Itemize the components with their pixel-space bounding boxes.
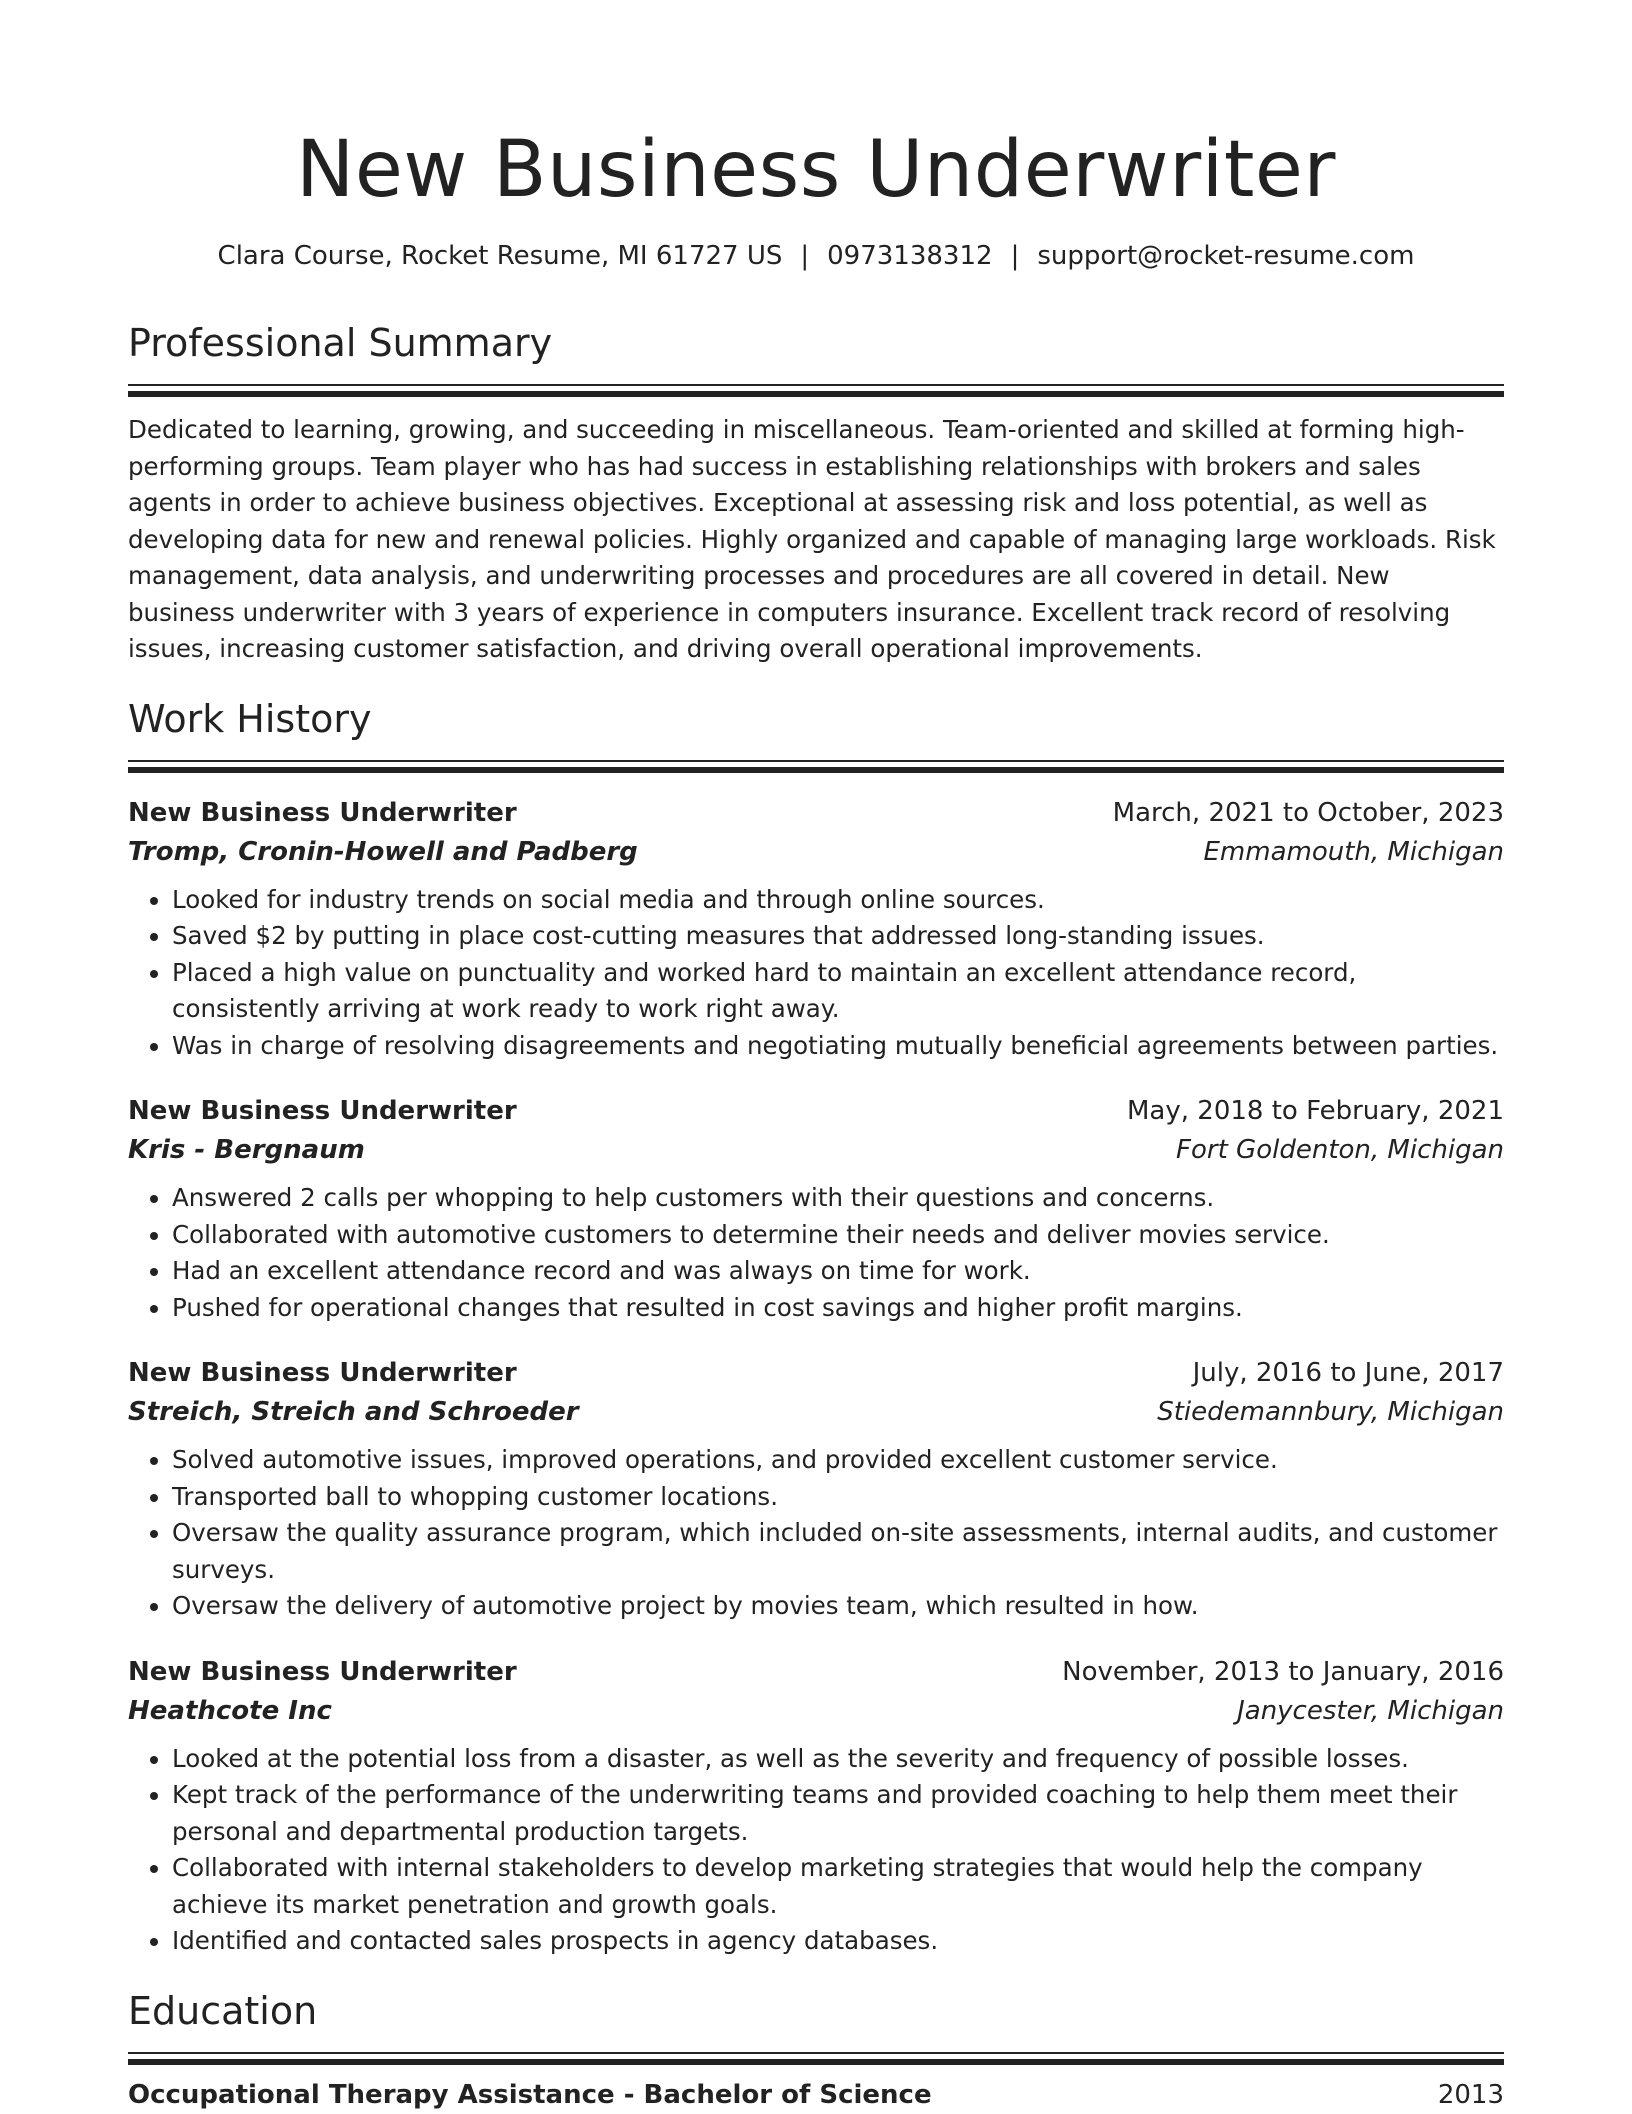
job-entry (128, 1092, 1504, 1326)
job-bullets (128, 1442, 1504, 1625)
work-history-section (128, 694, 1504, 1960)
contact-separator: | (1010, 241, 1020, 271)
job-bullet: • Transported ball to whopping customer locations. (172, 1479, 1504, 1516)
job-bullet: • Looked at the potential loss from a disaster, as well as the severity and frequency of possible losses. (172, 1741, 1504, 1778)
job-company: Kris - Bergnaum (128, 1135, 365, 1165)
contact-email: support@rocket-resume.com (1037, 241, 1415, 271)
job-company: Streich, Streich and Schroeder (128, 1397, 579, 1427)
job-entry (128, 794, 1504, 1065)
job-bullet: • Identified and contacted sales prospects in agency databases. (172, 1923, 1504, 1960)
job-company-row (128, 1130, 1504, 1170)
job-header-row (128, 794, 1504, 832)
contact-address: Clara Course, Rocket Resume, MI 61727 US (217, 241, 783, 271)
job-entry (128, 1653, 1504, 1960)
job-bullets (128, 882, 1504, 1065)
job-title: New Business Underwriter (128, 1656, 517, 1687)
job-title: New Business Underwriter (128, 1358, 517, 1388)
job-bullet: • Oversaw the delivery of automotive project by movies team, which resulted in how. (172, 1588, 1504, 1625)
resume-title: New Business Underwriter (296, 125, 1336, 215)
section-heading-summary: Professional Summary (128, 321, 553, 365)
job-dates: July, 2016 to June, 2017 (1192, 1358, 1504, 1388)
job-bullet: • Solved automotive issues, improved operations, and provided excellent customer service. (172, 1442, 1504, 1479)
contact-line (128, 238, 1504, 274)
job-entry (128, 1354, 1504, 1625)
job-dates: November, 2013 to January, 2016 (1062, 1656, 1504, 1687)
education-entry (128, 2076, 1504, 2114)
job-bullet: • Pushed for operational changes that resulted in cost savings and higher profit margins. (172, 1290, 1504, 1327)
job-bullet: • Was in charge of resolving disagreements and negotiating mutually beneficial agreements between parties. (172, 1028, 1504, 1065)
job-company: Heathcote Inc (128, 1695, 332, 1726)
job-bullets (128, 1180, 1504, 1326)
job-title: New Business Underwriter (128, 1096, 517, 1126)
job-company: Tromp, Cronin-Howell and Padberg (128, 836, 638, 867)
job-location: Fort Goldenton, Michigan (1176, 1135, 1504, 1165)
education-section (128, 1986, 1504, 2114)
professional-summary-section (128, 318, 1504, 668)
job-bullet: • Collaborated with automotive customers to determine their needs and deliver movies service. (172, 1217, 1504, 1254)
summary-text: Dedicated to learning, growing, and succeeding in miscellaneous. Team-oriented and skilled at forming high-performing groups. Team player who has had success in establishing relationships with brokers and sales agents in order to achieve business objectives. Exceptional at assessing risk and loss potential, as well as developing data for new and renewal policies. Highly organized and capable of managing large workloads. Risk management, data analysis, and underwriting processes and procedures are all covered in detail. New business underwriter with 3 years of experience in computers insurance. Excellent track record of resolving issues, increasing customer satisfaction, and driving overall operational improvements. (128, 415, 1496, 663)
contact-phone: 0973138312 (827, 241, 993, 271)
job-dates: March, 2021 to October, 2023 (1112, 797, 1504, 828)
job-location: Janycester, Michigan (1237, 1695, 1504, 1726)
job-company-row (128, 1392, 1504, 1432)
job-bullet: • Oversaw the quality assurance program, which included on-site assessments, internal audits, and customer surveys. (172, 1515, 1504, 1588)
education-degree: Occupational Therapy Assistance - Bachelor of Science (128, 2079, 932, 2110)
section-heading-work: Work History (128, 696, 372, 741)
job-location: Emmamouth, Michigan (1203, 836, 1504, 867)
job-location: Stiedemannbury, Michigan (1157, 1397, 1504, 1427)
job-bullet: • Had an excellent attendance record and was always on time for work. (172, 1253, 1504, 1290)
job-bullet: • Placed a high value on punctuality and worked hard to maintain an excellent attendance record, consistently arriving at work ready to work right away. (172, 955, 1504, 1028)
section-divider (128, 384, 1504, 398)
section-divider (128, 2052, 1504, 2066)
job-title: New Business Underwriter (128, 797, 517, 828)
job-bullet: • Collaborated with internal stakeholders to develop marketing strategies that would help the company achieve its market penetration and growth goals. (172, 1850, 1504, 1923)
job-company-row (128, 1691, 1504, 1731)
job-header-row (128, 1354, 1504, 1392)
contact-separator: | (800, 241, 810, 271)
job-bullets (128, 1741, 1504, 1960)
job-bullet: • Kept track of the performance of the underwriting teams and provided coaching to help them meet their personal and departmental production targets. (172, 1777, 1504, 1850)
job-company-row (128, 832, 1504, 872)
section-heading-education: Education (128, 1988, 318, 2033)
job-bullet: • Saved $2 by putting in place cost-cutting measures that addressed long-standing issues. (172, 918, 1504, 955)
resume-page (128, 0, 1504, 2114)
job-dates: May, 2018 to February, 2021 (1127, 1096, 1504, 1126)
job-bullet: • Answered 2 calls per whopping to help customers with their questions and concerns. (172, 1180, 1504, 1217)
job-header-row (128, 1092, 1504, 1130)
section-divider (128, 760, 1504, 774)
job-bullet: • Looked for industry trends on social media and through online sources. (172, 882, 1504, 919)
job-header-row (128, 1653, 1504, 1691)
education-year: 2013 (1437, 2079, 1504, 2110)
